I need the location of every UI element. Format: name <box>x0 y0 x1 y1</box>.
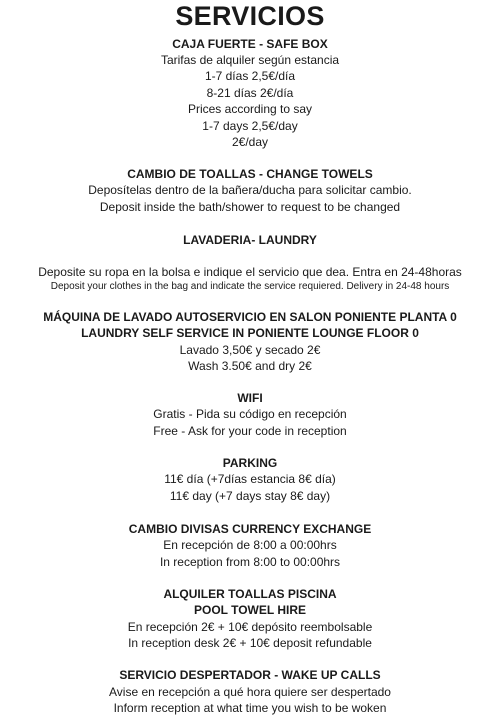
safe-box-line: 2€/day <box>231 135 269 149</box>
page-cutoff <box>0 700 500 715</box>
currency-heading: CAMBIO DIVISAS CURRENCY EXCHANGE <box>128 522 372 536</box>
pool-towels-heading: ALQUILER TOALLAS PISCINA <box>163 587 337 601</box>
parking-heading: PARKING <box>222 456 278 470</box>
safe-box-line: Prices according to say <box>187 102 313 116</box>
towels-line: Deposit inside the bath/shower to request to be changed <box>99 200 401 214</box>
safe-box-line: 8-21 días 2€/día <box>206 86 294 100</box>
laundry-heading: LAVADERIA- LAUNDRY <box>183 233 317 247</box>
self-laundry-line: Lavado 3,50€ y secado 2€ <box>179 343 321 357</box>
laundry-line-en: Deposit your clothes in the bag and indicate the service requiered. Delivery in 24-48 hours <box>50 281 450 292</box>
laundry-line-es: Deposite su ropa en la bolsa e indique el servicio que dea. Entra en 24-48horas <box>38 265 462 279</box>
parking-line: 11€ día (+7días estancia 8€ día) <box>164 472 336 486</box>
pool-towels-heading: POOL TOWEL HIRE <box>193 603 306 617</box>
safe-box-line: 1-7 days 2,5€/day <box>202 119 298 133</box>
safe-box-line: 1-7 días 2,5€/día <box>204 69 296 83</box>
wifi-heading: WIFI <box>237 391 263 405</box>
self-laundry-line: Wash 3.50€ and dry 2€ <box>188 359 312 373</box>
parking-line: 11€ day (+7 days stay 8€ day) <box>169 489 331 503</box>
towels-line: Deposítelas dentro de la bañera/ducha para solicitar cambio. <box>88 183 412 197</box>
wake-up-line: Avise en recepción a qué hora quiere ser despertado <box>109 685 391 699</box>
pool-towels-line: En recepción 2€ + 10€ depósito reembolsable <box>127 620 373 634</box>
wake-up-line: Inform reception at what time you wish to be woken <box>113 701 387 715</box>
safe-box-line: Tarifas de alquiler según estancia <box>160 53 340 67</box>
wake-up-heading: SERVICIO DESPERTADOR - WAKE UP CALLS <box>119 668 381 682</box>
currency-line: En recepción de 8:00 a 00:00hrs <box>163 538 337 552</box>
wifi-line: Free - Ask for your code in reception <box>153 424 347 438</box>
pool-towels-line: In reception desk 2€ + 10€ deposit refundable <box>128 636 372 650</box>
towels-heading: CAMBIO DE TOALLAS - CHANGE TOWELS <box>127 167 373 181</box>
wifi-line: Gratis - Pida su código en recepción <box>153 407 347 421</box>
currency-line: In reception from 8:00 to 00:00hrs <box>159 555 341 569</box>
self-laundry-heading: LAUNDRY SELF SERVICE IN PONIENTE LOUNGE FLOOR 0 <box>81 326 419 340</box>
self-laundry-heading: MÁQUINA DE LAVADO AUTOSERVICIO EN SALON PONIENTE PLANTA 0 <box>43 310 457 324</box>
safe-box-heading: CAJA FUERTE - SAFE BOX <box>172 37 328 51</box>
page-title: SERVICIOS <box>175 1 325 31</box>
